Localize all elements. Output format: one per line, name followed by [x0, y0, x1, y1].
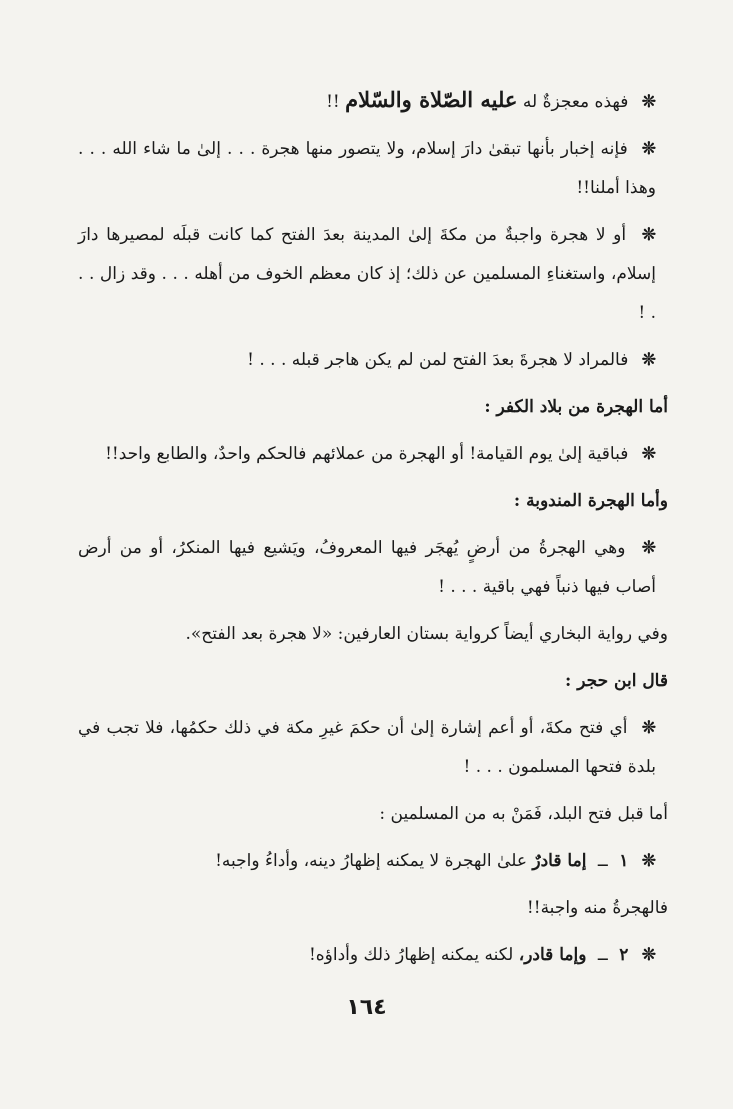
paragraph-end: !!: [326, 92, 340, 112]
list-dash: ــ: [597, 851, 608, 871]
paragraph-text: فباقية إلىٰ يوم القيامة! أو الهجرة من عملائهم فالحكم واحدٌ، والطابع واحد!!: [105, 444, 629, 464]
paragraph-3: [78, 216, 668, 333]
asterisk-icon: ❊: [641, 225, 657, 245]
paragraph-text: لكنه يمكنه إظهارُ ذلك وأداؤه!: [308, 945, 514, 965]
paragraph-4: [78, 341, 668, 380]
asterisk-icon: ❊: [641, 444, 656, 464]
asterisk-icon: ❊: [641, 945, 656, 965]
paragraph-text: وهي الهجرةُ من أرضٍ يُهجَر فيها المعروفُ، ويَشيع فيها المنكرُ، أو من أرض أصاب فيها ذنباً فهي باقية . . . !: [78, 538, 656, 597]
asterisk-icon: ❊: [641, 139, 657, 159]
bold-phrase: وإما قادر،: [518, 945, 587, 965]
asterisk-icon: ❊: [641, 350, 656, 370]
paragraph-9: [78, 795, 668, 834]
heading-recommended-hijra: وأما الهجرة المندوبة :: [513, 491, 668, 511]
paragraph-12: [78, 936, 668, 975]
paragraph-2: [78, 130, 668, 208]
blessing-calligraphy: عليه الصّلاة والسّلام: [345, 87, 518, 112]
asterisk-icon: ❊: [641, 538, 657, 558]
paragraph-8: [78, 709, 668, 787]
paragraph-text: أما قبل فتح البلد، فَمَنْ به من المسلمين :: [379, 804, 668, 824]
asterisk-icon: ❊: [641, 92, 656, 112]
paragraph-6: [78, 529, 668, 607]
bold-phrase: إما قادرٌ: [532, 851, 587, 871]
page-number: ١٦٤: [346, 995, 387, 1020]
paragraph-10: [78, 842, 668, 881]
paragraph-7: [78, 615, 668, 654]
paragraph-text: فإنه إخبار بأنها تبقىٰ دارَ إسلام، ولا يتصور منها هجرة . . . إلىٰ ما شاء الله . . . وهذا أملنا!!: [78, 139, 656, 198]
paragraph-text: علىٰ الهجرة لا يمكنه إظهارُ دينه، وأداءُ واجبه!: [215, 851, 527, 871]
paragraph-text: وفي رواية البخاري أيضاً كرواية بستان العارفين: «لا هجرة بعد الفتح».: [185, 624, 668, 644]
paragraph-text: فالمراد لا هجرةَ بعدَ الفتح لمن لم يكن هاجر قبله . . . !: [247, 350, 629, 370]
heading-hijra-from-kufr: أما الهجرة من بلاد الكفر :: [484, 397, 668, 417]
paragraph-text: فالهجرةُ منه واجبة!!: [526, 898, 668, 918]
paragraph-text: فهذه معجزةٌ له: [522, 92, 629, 112]
paragraph-text: أو لا هجرة واجبةٌ من مكةَ إلىٰ المدينة بعدَ الفتح كما كانت قبلَه لمصيرها دارَ إسلام، واستغناءِ المسلمين عن ذلك؛ إذ كان معظم الخوف من أهله . . . وقد زال . . . !: [78, 225, 656, 323]
list-number: ٢: [619, 945, 629, 965]
list-dash: ــ: [597, 945, 608, 965]
paragraph-text: أي فتح مكةَ، أو أعم إشارة إلىٰ أن حكمَ غيرِ مكة في ذلك حكمُها، فلا تجب في بلدة فتحها المسلمون . . . !: [78, 718, 656, 777]
paragraph-1: [78, 80, 668, 122]
paragraph-5: [78, 435, 668, 474]
asterisk-icon: ❊: [641, 851, 656, 871]
heading-ibn-hajar: قال ابن حجر :: [565, 671, 668, 691]
document-body: [78, 80, 668, 983]
asterisk-icon: ❊: [641, 718, 656, 738]
list-number: ١: [619, 851, 629, 871]
paragraph-11: [78, 889, 668, 928]
